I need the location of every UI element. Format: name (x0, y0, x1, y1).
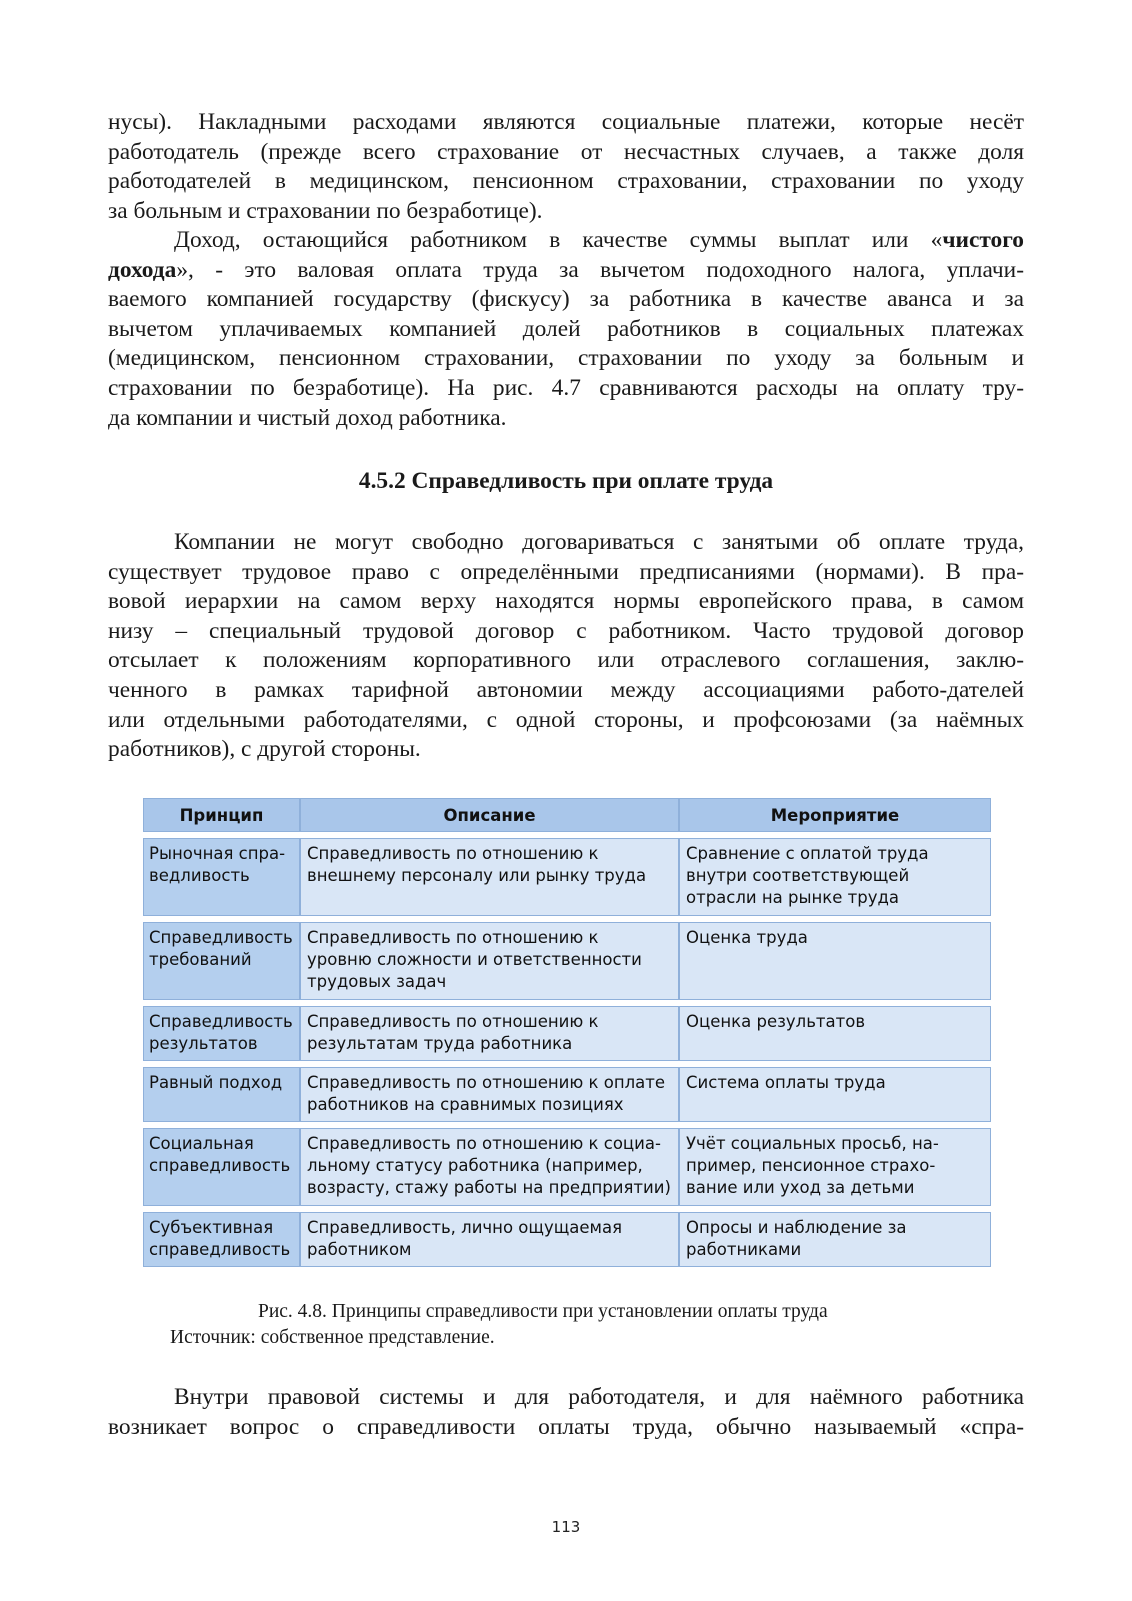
paragraph-line (108, 226, 1024, 256)
text-run: », - это валовая оплата труда за вычетом подоходного налога, уплачи- (176, 256, 1024, 283)
cell-line: Оценка результатов (686, 1012, 866, 1031)
cell-line: работников на сравнимых позициях (307, 1095, 624, 1114)
cell-line: Сравнение с оплатой труда (686, 844, 929, 863)
table-header (143, 798, 991, 832)
cell-line: справедливость (149, 1240, 291, 1259)
text-run: Доход, остающийся работником в качестве суммы выплат или « (174, 227, 943, 253)
figure-caption (170, 1299, 930, 1351)
cell-line: Справедливость по отношению к социа- (307, 1134, 661, 1153)
paragraph-line: (медицинском, пенсионном страховании, страховании по уходу за больным и (108, 345, 1024, 372)
cell-line: Справедливость по отношению к оплате (307, 1073, 666, 1092)
paragraph-1 (108, 108, 1024, 226)
section-heading: 4.5.2 Справедливость при оплате труда (358, 468, 774, 494)
cell-description (300, 922, 679, 1000)
table-row (143, 1128, 991, 1206)
bold-term: дохода (108, 256, 177, 283)
paragraph-line: Компании не могут свободно договариваться с занятыми об оплате труда, (174, 529, 1024, 555)
bold-term: чистого (942, 227, 1024, 253)
cell-measure (679, 1212, 991, 1267)
cell-line: Учёт социальных просьб, на- (686, 1134, 939, 1153)
cell-line: Справедливость (149, 928, 293, 947)
page-number: 113 (551, 1518, 581, 1536)
cell-measure (679, 1067, 991, 1122)
principles-table (143, 798, 991, 1267)
paragraph-line: да компании и чистый доход работника. (108, 404, 507, 431)
cell-principle (143, 1128, 300, 1206)
cell-line: трудовых задач (307, 972, 447, 991)
cell-line: Справедливость по отношению к (307, 1012, 599, 1031)
table-row (143, 1006, 991, 1061)
paragraph-line: возникает вопрос о справедливости оплаты труда, обычно называемый «спра- (108, 1413, 1024, 1440)
cell-measure (679, 1006, 991, 1061)
paragraph-line: или отдельными работодателями, с одной стороны, и профсоюзами (за наёмных (108, 706, 1024, 733)
cell-principle (143, 1212, 300, 1267)
paragraph-line: ваемого компанией государству (фискусу) за работника в качестве аванса и за (108, 286, 1024, 313)
paragraph-line: низу – специальный трудовой договор с работником. Часто трудовой договор (108, 617, 1024, 644)
cell-line: Справедливость, лично ощущаемая (307, 1218, 622, 1237)
cell-description (300, 1128, 679, 1206)
cell-line: результатам труда работника (307, 1034, 573, 1053)
paragraph-line: Внутри правовой системы и для работодателя, и для наёмного работника (174, 1384, 1024, 1410)
paragraph-line: вычетом уплачиваемых компанией долей работников в социальных платежах (108, 315, 1024, 342)
header-measure: Мероприятие (679, 798, 991, 832)
paragraph-line: вовой иерархии на самом верху находятся нормы европейского права, в самом (108, 588, 1024, 615)
table-row (143, 838, 991, 916)
cell-line: работником (307, 1240, 412, 1259)
table-row (143, 922, 991, 1000)
cell-description (300, 838, 679, 916)
paragraph-line: отсылает к положениям корпоративного или отраслевого соглашения, заклю- (108, 647, 1024, 674)
cell-line: результатов (149, 1034, 258, 1053)
paragraph-line: ченного в рамках тарифной автономии между ассоциациями работо-дателей (108, 676, 1024, 703)
caption-source: Источник: собственное представление. (170, 1327, 495, 1348)
paragraph-2 (108, 226, 1024, 433)
cell-line: Субъективная (149, 1218, 274, 1237)
paragraph-line: работодателей в медицинском, пенсионном страховании, страховании по уходу (108, 168, 1024, 195)
cell-line: пример, пенсионное страхо- (686, 1156, 936, 1175)
caption-title: Рис. 4.8. Принципы справедливости при установлении оплаты труда (258, 1301, 828, 1322)
cell-line: уровню сложности и ответственности (307, 950, 642, 969)
table-row (143, 1067, 991, 1122)
header-description: Описание (300, 798, 679, 832)
cell-measure (679, 1128, 991, 1206)
cell-measure (679, 922, 991, 1000)
cell-line: внутри соответствующей (686, 866, 910, 885)
cell-line: Справедливость по отношению к (307, 844, 599, 863)
paragraph-line: за больным и страховании по безработице). (108, 197, 543, 224)
cell-line: справедливость (149, 1156, 291, 1175)
cell-line: требований (149, 950, 252, 969)
cell-line: Социальная (149, 1134, 254, 1153)
paragraph-line: страховании по безработице). На рис. 4.7 сравниваются расходы на оплату тру- (108, 374, 1024, 401)
cell-line: отрасли на рынке труда (686, 888, 900, 907)
paragraph-line: работников), с другой стороны. (108, 736, 421, 763)
paragraph-3 (108, 528, 1024, 765)
cell-principle (143, 1006, 300, 1061)
paragraph-line (108, 256, 1024, 286)
cell-description (300, 1006, 679, 1061)
cell-line: Равный подход (149, 1073, 283, 1092)
paragraph-4 (108, 1383, 1024, 1442)
cell-description (300, 1212, 679, 1267)
cell-line: Справедливость (149, 1012, 293, 1031)
cell-line: вание или уход за детьми (686, 1178, 915, 1197)
cell-description (300, 1067, 679, 1122)
cell-line: Справедливость по отношению к (307, 928, 599, 947)
cell-line: ведливость (149, 866, 250, 885)
cell-line: возрасту, стажу работы на предприятии) (307, 1178, 671, 1197)
cell-line: Система оплаты труда (686, 1073, 886, 1092)
header-principle: Принцип (143, 798, 300, 832)
paragraph-line: работодатель (прежде всего страхование от несчастных случаев, а также доля (108, 138, 1024, 165)
cell-line: Оценка труда (686, 928, 808, 947)
cell-line: Рыночная спра- (149, 844, 286, 863)
cell-line: внешнему персоналу или рынку труда (307, 866, 647, 885)
paragraph-line: нусы). Накладными расходами являются социальные платежи, которые несёт (108, 109, 1024, 135)
cell-principle (143, 922, 300, 1000)
cell-line: Опросы и наблюдение за (686, 1218, 907, 1237)
cell-line: льному статусу работника (например, (307, 1156, 643, 1175)
cell-measure (679, 838, 991, 916)
cell-principle (143, 838, 300, 916)
table-row (143, 1212, 991, 1267)
paragraph-line: существует трудовое право с определёнными предписаниями (нормами). В пра- (108, 558, 1024, 585)
cell-line: работниками (686, 1240, 802, 1259)
cell-principle (143, 1067, 300, 1122)
